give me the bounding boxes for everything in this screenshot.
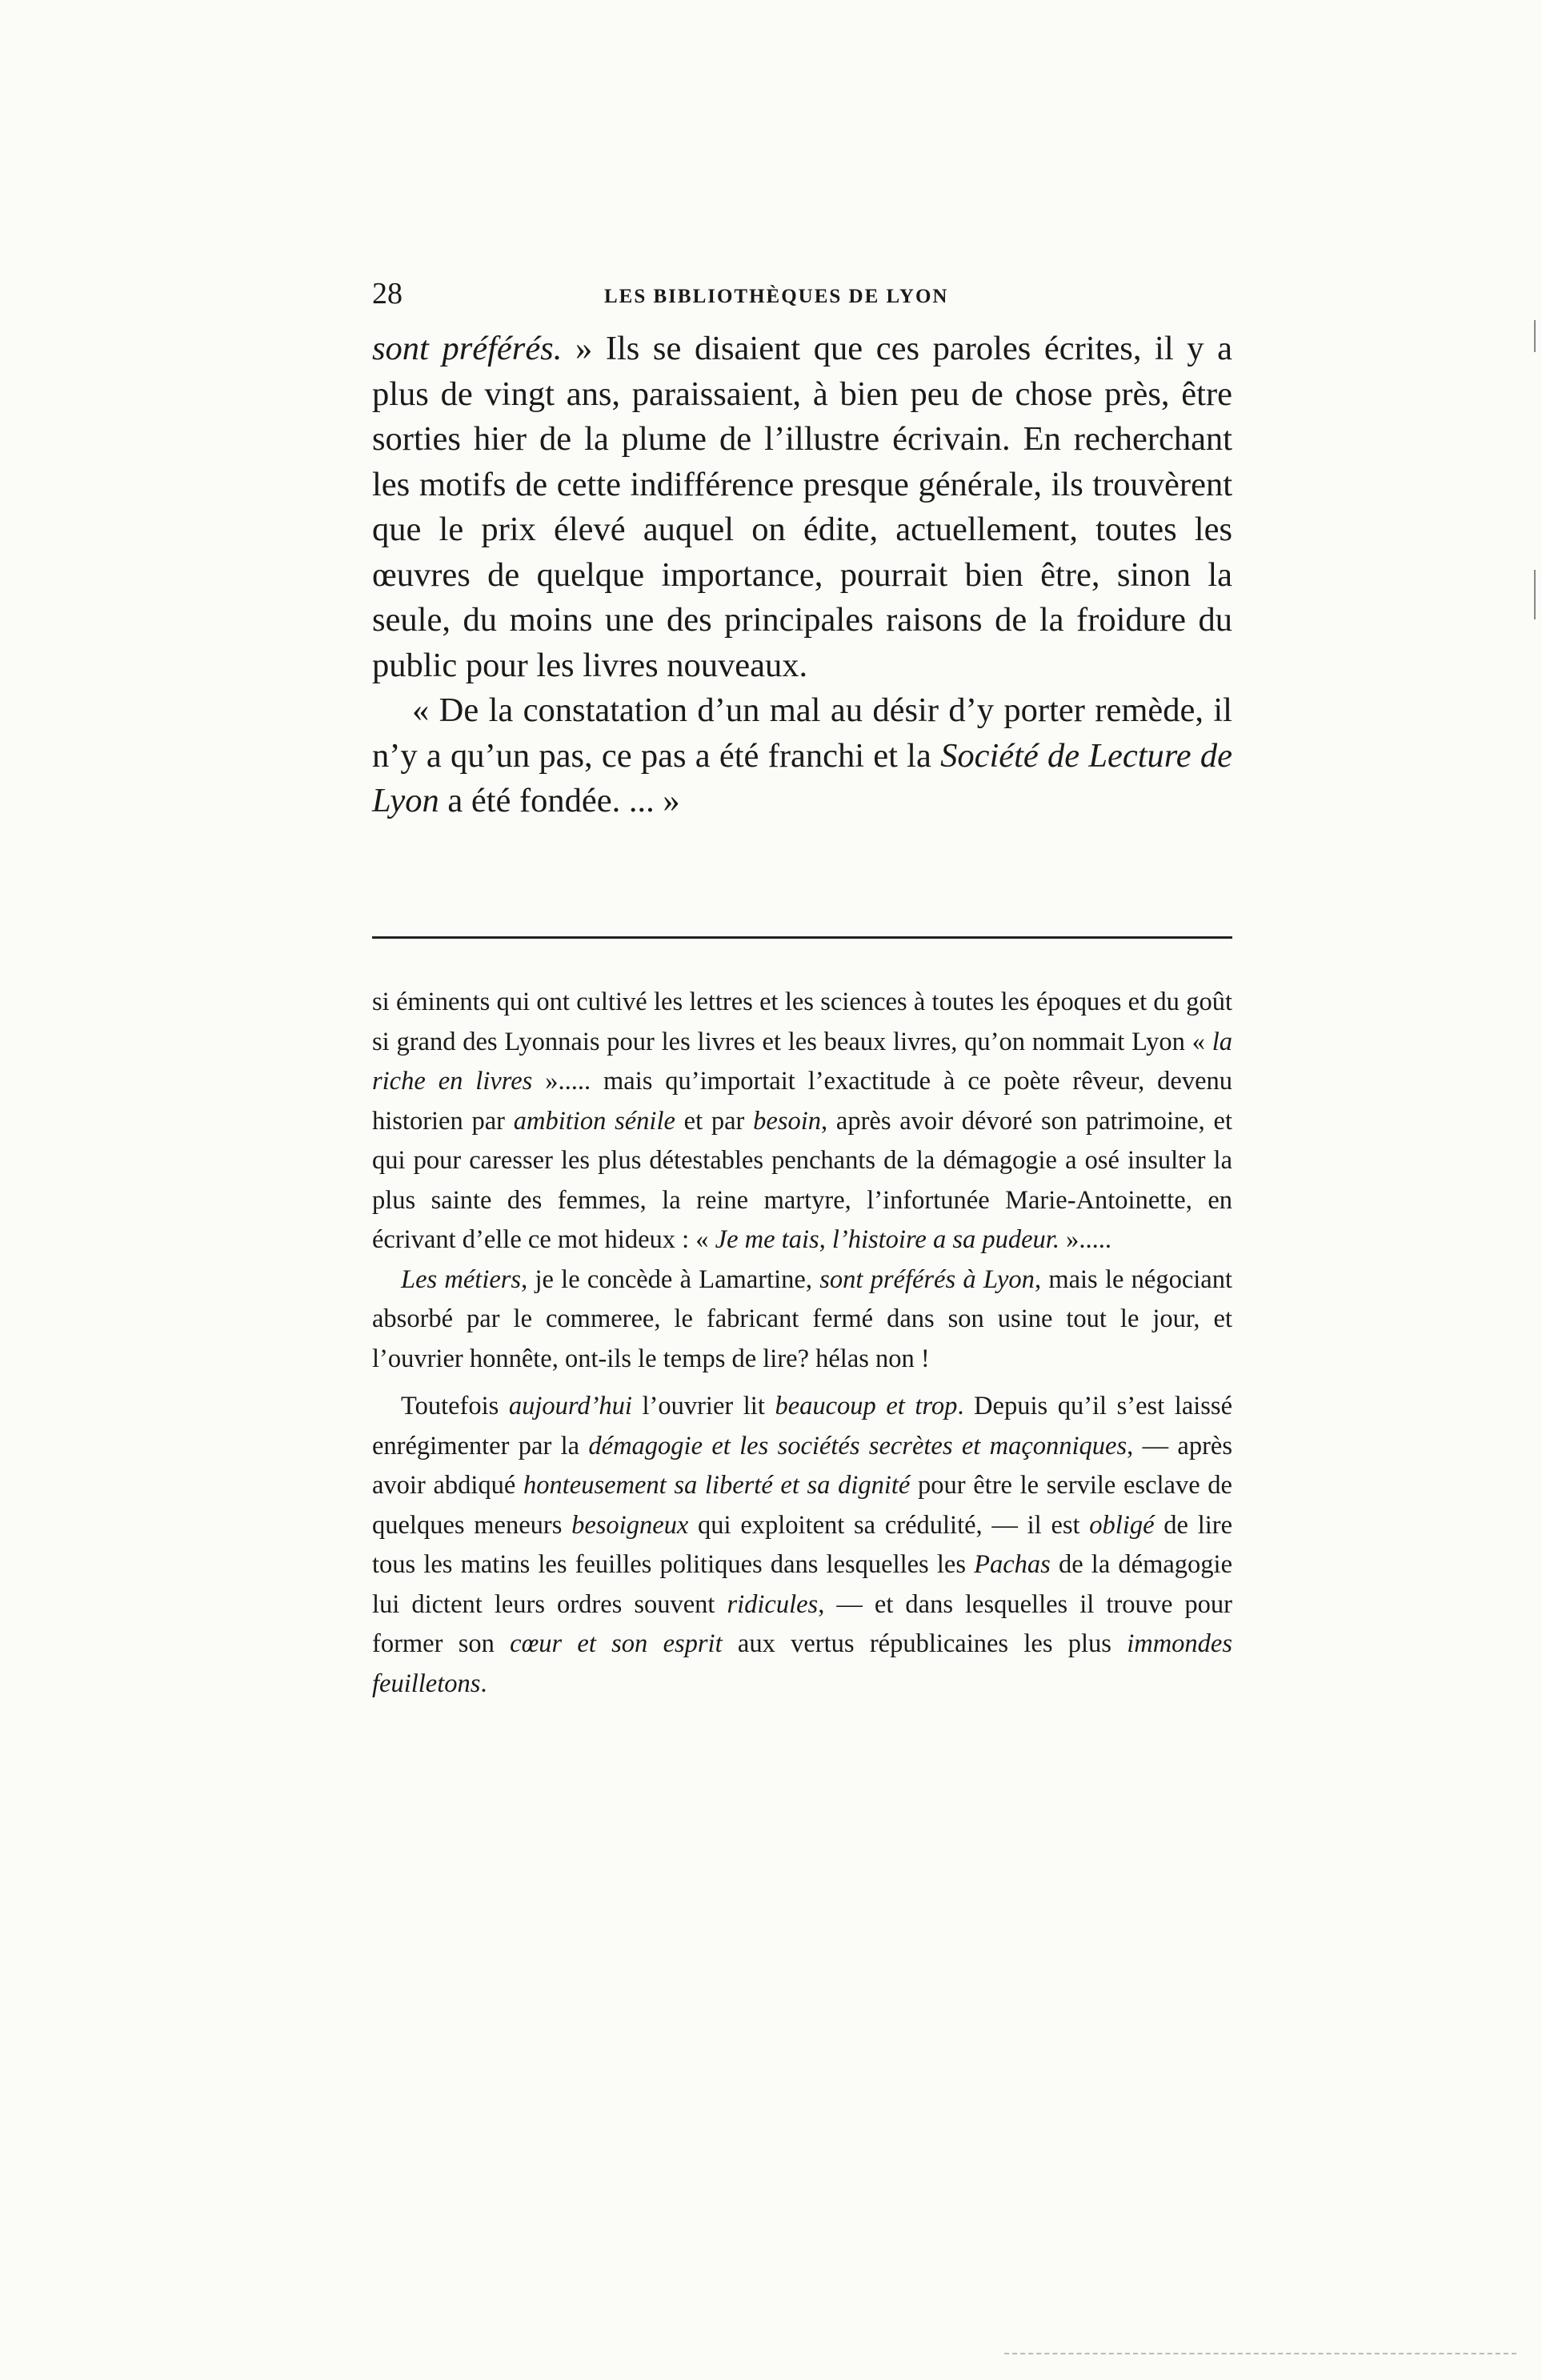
text-span: »..... mais qu’importait l’exactitude à ce poète rêveur, devenu historien par — [372, 1067, 1232, 1136]
italic-span: immondes feuilletons — [372, 1629, 1232, 1698]
italic-span: sont préférés. — [372, 330, 563, 367]
italic-span: Société de Lecture de Lyon — [372, 736, 1232, 819]
text-span: , après avoir dévoré son patrimoine, et qui pour caresser les plus détestables penchants de la démagogie a osé insulter la plus sainte des femmes, la reine martyre, l’infortunée Marie-Antoinette, en écrivant d’elle ce mot hideux : « — [372, 1106, 1233, 1254]
italic-span: aujourd’hui — [508, 1392, 632, 1420]
text-span: qui exploitent sa crédulité, — il est — [688, 1510, 1090, 1540]
text-span: pour être le servile esclave de quelques meneurs — [372, 1471, 1232, 1540]
footnote-paragraph-1 — [372, 983, 1232, 1260]
footnote-separator — [372, 936, 1232, 939]
text-span: Toutefois — [401, 1392, 509, 1420]
italic-span: démagogie et les sociétés secrètes et maçonniques — [588, 1431, 1127, 1460]
text-span: et par — [675, 1106, 754, 1136]
paragraph-1 — [372, 327, 1232, 688]
text-span: , — après avoir abdiqué — [372, 1431, 1232, 1500]
italic-span: obligé — [1089, 1510, 1155, 1540]
text-span: « De la constatation d’un mal au désir d’y porter remède, il n’y a qu’un pas, ce pas a été franchi et la — [372, 691, 1232, 775]
italic-span: sont préférés à Lyon — [819, 1264, 1035, 1294]
text-span: aux vertus républicaines les plus — [722, 1629, 1127, 1658]
italic-span: ambition sénile — [513, 1106, 675, 1136]
footnote-paragraph-3 — [372, 1387, 1232, 1704]
text-span: , — et dans lesquelles il trouve pour former son — [372, 1589, 1232, 1658]
italic-span: Pachas — [974, 1550, 1051, 1579]
italic-span: cœur et son esprit — [510, 1629, 723, 1658]
italic-span: besoigneux — [571, 1510, 689, 1540]
italic-span: la riche en livres — [372, 1027, 1232, 1096]
margin-mark — [1534, 570, 1536, 619]
running-head: LES BIBLIOTHÈQUES DE LYON — [604, 286, 949, 307]
page-number: 28 — [372, 277, 403, 311]
text-span: »..... — [1059, 1225, 1111, 1254]
text-span: , mais le négociant absorbé par le commeree, le fabricant fermé dans son usine tout le jour, et l’ouvrier honnête, ont-ils le temps de lire? hélas non ! — [372, 1264, 1233, 1373]
text-span: a été fondée. ... » — [439, 782, 680, 819]
text-span: de la démagogie lui dictent leurs ordres souvent — [372, 1550, 1232, 1619]
page-header — [372, 276, 1232, 316]
italic-span: Je me tais, l’histoire a sa pudeur. — [715, 1225, 1059, 1254]
text-span: . Depuis qu’il s’est laissé enrégimenter par la — [372, 1392, 1232, 1460]
italic-span: beaucoup et trop — [775, 1392, 958, 1420]
italic-span: honteusement sa liberté et sa dignité — [523, 1471, 911, 1500]
margin-mark — [1534, 320, 1536, 352]
text-span: de lire tous les matins les feuilles politiques dans lesquelles les — [372, 1510, 1232, 1579]
page-edge-mark — [1004, 2353, 1516, 2354]
text-span: , je le concède à Lamartine, — [521, 1264, 820, 1294]
text-span: . — [480, 1669, 487, 1698]
text-span: » Ils se disaient que ces paroles écrites, il y a plus de vingt ans, paraissaient, à bien peu de chose près, être sorties hier de la plume de l’illustre écrivain. En recherchant les motifs de cette indifférence presque générale, ils trouvèrent que le prix élevé auquel on édite, actuellement, toutes les œuvres de quelque importance, pourrait bien être, sinon la seule, du moins une des principales raisons de la froidure du public pour les livres nouveaux. — [372, 330, 1233, 684]
paragraph-2 — [372, 688, 1232, 824]
footnote-paragraph-2 — [372, 1260, 1232, 1380]
text-span: l’ouvrier lit — [631, 1392, 775, 1420]
italic-span: Les métiers — [401, 1264, 522, 1294]
italic-span: besoin — [753, 1106, 822, 1136]
text-span: si éminents qui ont cultivé les lettres et les sciences à toutes les époques et du goût si grand des Lyonnais pour les livres et les beaux livres, qu’on nommait Lyon « — [372, 988, 1232, 1056]
footnote — [372, 983, 1232, 1704]
italic-span: ridicules — [727, 1589, 819, 1619]
main-text — [372, 327, 1232, 824]
